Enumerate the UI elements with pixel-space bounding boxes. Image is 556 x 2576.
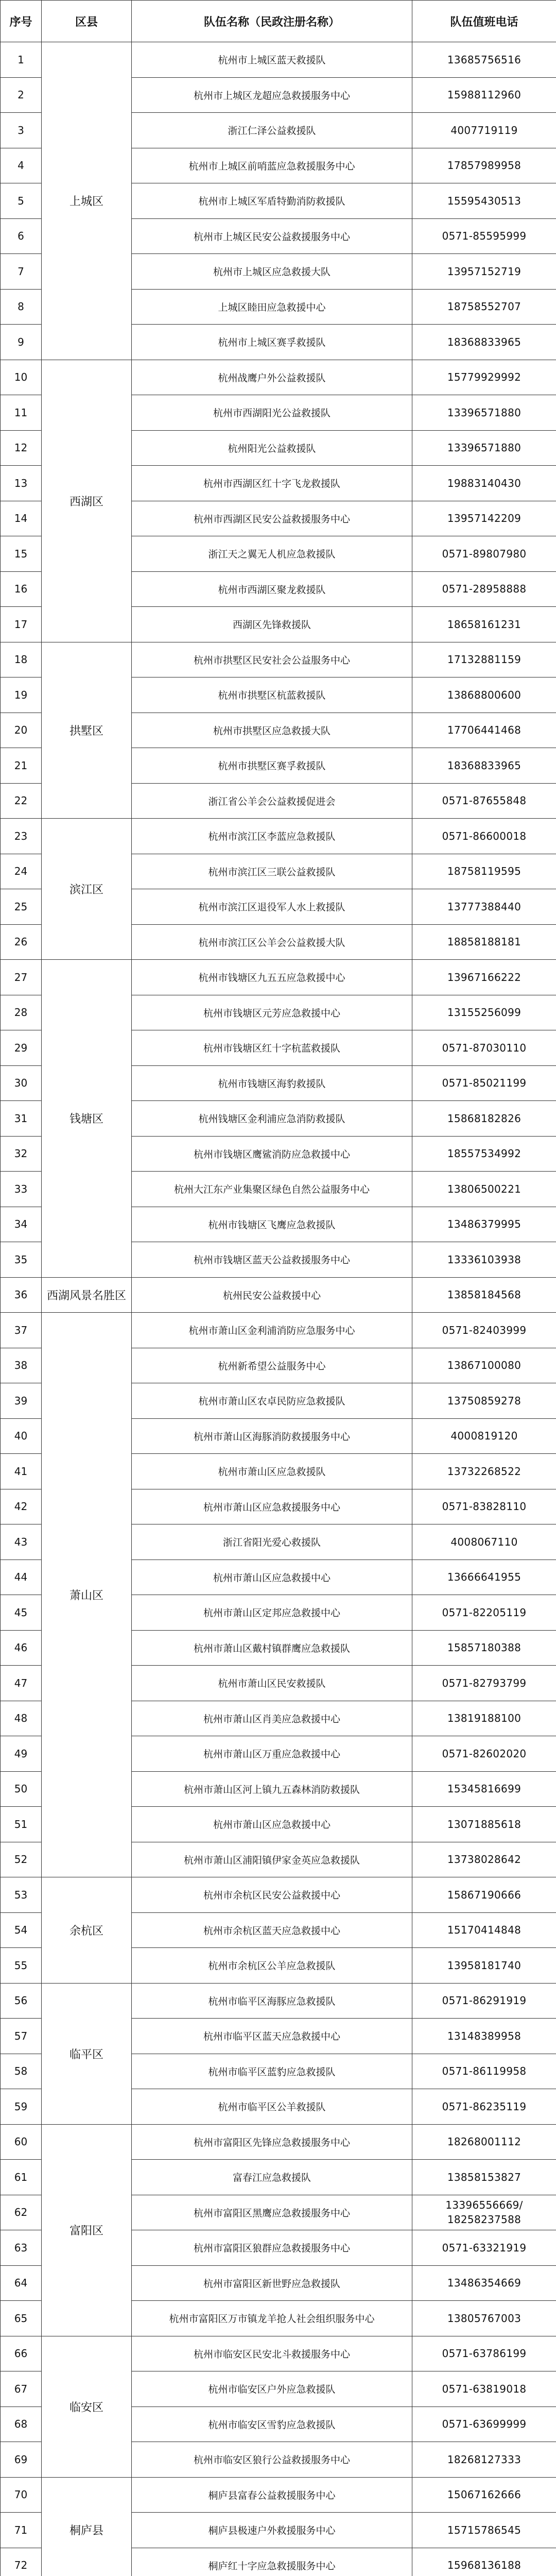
row-number: 4 (1, 148, 42, 183)
table-row (1, 42, 556, 78)
team-name: 杭州市临安区户外应急救援队 (132, 2371, 412, 2407)
row-number: 45 (1, 1595, 42, 1631)
row-number: 7 (1, 254, 42, 290)
row-number: 64 (1, 2265, 42, 2301)
duty-phone: 13858184568 (412, 1277, 556, 1313)
row-number: 35 (1, 1242, 42, 1278)
duty-phone: 0571-87030110 (412, 1030, 556, 1066)
team-name: 浙江省公羊会公益救援促进会 (132, 783, 412, 819)
row-number: 42 (1, 1489, 42, 1524)
district-cell: 桐庐县 (42, 2477, 132, 2576)
row-number: 23 (1, 819, 42, 854)
duty-phone: 13486379995 (412, 1207, 556, 1242)
duty-phone: 0571-86119958 (412, 2054, 556, 2089)
team-name: 杭州市上城区龙超应急救援服务中心 (132, 77, 412, 113)
team-name: 杭州市萧山区应急救援中心 (132, 1560, 412, 1595)
table-row (1, 1983, 556, 2019)
row-number: 13 (1, 466, 42, 501)
duty-phone-line: 13396556669/ (445, 2199, 523, 2212)
duty-phone: 13805767003 (412, 2301, 556, 2336)
duty-phone: 0571-87655848 (412, 783, 556, 819)
team-name: 杭州新希望公益服务中心 (132, 1348, 412, 1383)
team-name: 杭州市萧山区海豚消防救援服务中心 (132, 1418, 412, 1454)
team-name: 杭州市临安区狼行公益救援服务中心 (132, 2442, 412, 2478)
team-name: 杭州市萧山区应急救援服务中心 (132, 1489, 412, 1524)
duty-phone: 18858188181 (412, 924, 556, 960)
team-name: 杭州市余杭区民安公益救援中心 (132, 1877, 412, 1913)
duty-phone: 15857180388 (412, 1630, 556, 1666)
team-name: 杭州市富阳区新世野应急救援队 (132, 2265, 412, 2301)
table-row (1, 2336, 556, 2371)
duty-phone: 17706441468 (412, 713, 556, 748)
team-name: 杭州市临平区公羊救援队 (132, 2089, 412, 2125)
team-name: 杭州市富阳区先锋应急救援服务中心 (132, 2124, 412, 2160)
team-name: 杭州市萧山区金利浦消防应急服务中心 (132, 1313, 412, 1348)
row-number: 21 (1, 748, 42, 784)
row-number: 52 (1, 1842, 42, 1877)
district-cell: 拱墅区 (42, 642, 132, 819)
team-name: 杭州市余杭区蓝天应急救援中心 (132, 1912, 412, 1948)
team-name: 杭州市萧山区定邦应急救援中心 (132, 1595, 412, 1631)
table-row (1, 1277, 556, 1313)
row-number: 22 (1, 783, 42, 819)
table-row (1, 819, 556, 854)
team-name: 杭州战鹰户外公益救援队 (132, 360, 412, 395)
duty-phone: 13777388440 (412, 889, 556, 925)
duty-phone: 13486354669 (412, 2265, 556, 2301)
duty-phone: 4008067110 (412, 1524, 556, 1560)
duty-phone: 13867100080 (412, 1348, 556, 1383)
team-name: 杭州民安公益救援中心 (132, 1277, 412, 1313)
row-number: 9 (1, 325, 42, 360)
team-name: 杭州市西湖区红十字飞龙救援队 (132, 466, 412, 501)
duty-phone: 13806500221 (412, 1172, 556, 1207)
team-name: 杭州市上城区军盾特勤消防救援队 (132, 183, 412, 219)
duty-phone: 17857989958 (412, 148, 556, 183)
duty-phone: 15968136188 (412, 2548, 556, 2576)
row-number: 33 (1, 1172, 42, 1207)
duty-phone: 13738028642 (412, 1842, 556, 1877)
row-number: 56 (1, 1983, 42, 2019)
duty-phone (412, 2195, 556, 2230)
duty-phone: 0571-86600018 (412, 819, 556, 854)
row-number: 43 (1, 1524, 42, 1560)
team-name: 杭州钱塘区金利浦应急消防救援队 (132, 1101, 412, 1137)
team-name: 杭州市拱墅区民安社会公益服务中心 (132, 642, 412, 677)
team-name: 杭州市滨江区退役军人水上救援队 (132, 889, 412, 925)
row-number: 70 (1, 2477, 42, 2513)
duty-phone: 13957152719 (412, 254, 556, 290)
row-number: 58 (1, 2054, 42, 2089)
duty-phone: 0571-28958888 (412, 571, 556, 607)
row-number: 36 (1, 1277, 42, 1313)
team-name: 杭州市钱塘区海豹救援队 (132, 1065, 412, 1101)
duty-phone: 0571-83828110 (412, 1489, 556, 1524)
duty-phone: 0571-63786199 (412, 2336, 556, 2371)
team-name: 杭州市上城区蓝天救援队 (132, 42, 412, 78)
row-number: 20 (1, 713, 42, 748)
duty-phone: 13155256099 (412, 995, 556, 1030)
team-name: 上城区睦田应急救援中心 (132, 289, 412, 325)
team-name: 富春江应急救援队 (132, 2160, 412, 2195)
duty-phone: 13148389958 (412, 2019, 556, 2054)
duty-phone: 13967166222 (412, 960, 556, 995)
row-number: 41 (1, 1454, 42, 1489)
duty-phone: 13685756516 (412, 42, 556, 78)
duty-phone: 15867190666 (412, 1877, 556, 1913)
team-name: 杭州市滨江区公羊会公益救援大队 (132, 924, 412, 960)
row-number: 50 (1, 1771, 42, 1807)
row-number: 16 (1, 571, 42, 607)
team-name: 杭州市萧山区肖美应急救援中心 (132, 1701, 412, 1736)
duty-phone: 18268127333 (412, 2442, 556, 2478)
duty-phone: 19883140430 (412, 466, 556, 501)
table-header-row (1, 1, 556, 42)
duty-phone: 0571-82205119 (412, 1595, 556, 1631)
duty-phone: 18368833965 (412, 748, 556, 784)
row-number: 31 (1, 1101, 42, 1137)
duty-phone: 0571-82403999 (412, 1313, 556, 1348)
row-number: 49 (1, 1736, 42, 1772)
row-number: 10 (1, 360, 42, 395)
row-number: 26 (1, 924, 42, 960)
row-number: 53 (1, 1877, 42, 1913)
duty-phone: 18658161231 (412, 607, 556, 642)
district-cell: 余杭区 (42, 1877, 132, 1984)
duty-phone: 13957142209 (412, 501, 556, 536)
team-name: 杭州市滨江区三联公益救援队 (132, 854, 412, 889)
district-cell: 滨江区 (42, 819, 132, 960)
row-number: 60 (1, 2124, 42, 2160)
row-number: 47 (1, 1666, 42, 1701)
duty-phone: 15779929992 (412, 360, 556, 395)
row-number: 11 (1, 395, 42, 431)
duty-phone: 0571-82602020 (412, 1736, 556, 1772)
row-number: 19 (1, 677, 42, 713)
row-number: 37 (1, 1313, 42, 1348)
row-number: 27 (1, 960, 42, 995)
district-cell: 富阳区 (42, 2124, 132, 2336)
team-name: 杭州市拱墅区杭蓝救援队 (132, 677, 412, 713)
row-number: 34 (1, 1207, 42, 1242)
team-name: 杭州市萧山区浦阳镇伊家金英应急救援队 (132, 1842, 412, 1877)
header-no: 序号 (1, 1, 42, 42)
row-number: 12 (1, 430, 42, 466)
team-name: 杭州市富阳区狼群应急救援服务中心 (132, 2230, 412, 2266)
team-name: 杭州市余杭区公羊应急救援队 (132, 1948, 412, 1984)
team-name: 杭州市临安区民安北斗救援服务中心 (132, 2336, 412, 2371)
team-name: 杭州市拱墅区赛孚救援队 (132, 748, 412, 784)
duty-phone: 15988112960 (412, 77, 556, 113)
team-name: 杭州市西湖区民安公益救援服务中心 (132, 501, 412, 536)
duty-phone: 18368833965 (412, 325, 556, 360)
row-number: 72 (1, 2548, 42, 2576)
duty-phone: 0571-85021199 (412, 1065, 556, 1101)
row-number: 40 (1, 1418, 42, 1454)
row-number: 57 (1, 2019, 42, 2054)
table-body (1, 42, 556, 2576)
duty-phone: 0571-63321919 (412, 2230, 556, 2266)
team-name: 杭州市临安区雪豹应急救援队 (132, 2406, 412, 2442)
team-name: 杭州市临平区海豚应急救援队 (132, 1983, 412, 2019)
duty-phone: 15868182826 (412, 1101, 556, 1137)
team-name: 杭州市萧山区戴村镇群鹰应急救援队 (132, 1630, 412, 1666)
row-number: 25 (1, 889, 42, 925)
row-number: 14 (1, 501, 42, 536)
row-number: 67 (1, 2371, 42, 2407)
row-number: 8 (1, 289, 42, 325)
team-name: 杭州市钱塘区蓝天公益救援服务中心 (132, 1242, 412, 1278)
row-number: 66 (1, 2336, 42, 2371)
district-cell: 临安区 (42, 2336, 132, 2477)
duty-phone: 13071885618 (412, 1807, 556, 1842)
row-number: 39 (1, 1383, 42, 1419)
team-name: 杭州市钱塘区鹰鲨消防应急救援中心 (132, 1136, 412, 1172)
duty-phone: 13858153827 (412, 2160, 556, 2195)
district-cell: 上城区 (42, 42, 132, 360)
team-name: 杭州市萧山区河上镇九五森林消防救援队 (132, 1771, 412, 1807)
team-name: 杭州市钱塘区元芳应急救援中心 (132, 995, 412, 1030)
district-cell: 萧山区 (42, 1313, 132, 1877)
team-name: 杭州市富阳区万市镇龙羊抢人社会组织服务中心 (132, 2301, 412, 2336)
duty-phone: 13750859278 (412, 1383, 556, 1419)
duty-phone: 0571-86291919 (412, 1983, 556, 2019)
row-number: 46 (1, 1630, 42, 1666)
duty-phone: 13396571880 (412, 395, 556, 431)
row-number: 59 (1, 2089, 42, 2125)
row-number: 1 (1, 42, 42, 78)
duty-phone: 15170414848 (412, 1912, 556, 1948)
duty-phone: 17132881159 (412, 642, 556, 677)
district-cell: 钱塘区 (42, 960, 132, 1278)
row-number: 54 (1, 1912, 42, 1948)
team-name: 桐庐红十字应急救援服务中心 (132, 2548, 412, 2576)
header-phone: 队伍值班电话 (412, 1, 556, 42)
team-name: 杭州市西湖阳光公益救援队 (132, 395, 412, 431)
team-name: 杭州市钱塘区红十字杭蓝救援队 (132, 1030, 412, 1066)
row-number: 61 (1, 2160, 42, 2195)
row-number: 51 (1, 1807, 42, 1842)
table-row (1, 2124, 556, 2160)
table-row (1, 2477, 556, 2513)
duty-phone: 4007719119 (412, 113, 556, 148)
district-cell: 西湖区 (42, 360, 132, 642)
duty-phone: 18268001112 (412, 2124, 556, 2160)
duty-phone: 13958181740 (412, 1948, 556, 1984)
row-number: 28 (1, 995, 42, 1030)
duty-phone: 4000819120 (412, 1418, 556, 1454)
team-name: 杭州市萧山区应急救援中心 (132, 1807, 412, 1842)
duty-phone: 13868800600 (412, 677, 556, 713)
team-name: 桐庐县富春公益救援服务中心 (132, 2477, 412, 2513)
team-name: 杭州大江东产业集聚区绿色自然公益服务中心 (132, 1172, 412, 1207)
team-name: 杭州市萧山区万重应急救援中心 (132, 1736, 412, 1772)
team-name: 杭州市钱塘区飞鹰应急救援队 (132, 1207, 412, 1242)
duty-phone: 15345816699 (412, 1771, 556, 1807)
duty-phone: 0571-86235119 (412, 2089, 556, 2125)
row-number: 65 (1, 2301, 42, 2336)
row-number: 24 (1, 854, 42, 889)
duty-phone: 13396571880 (412, 430, 556, 466)
team-name: 杭州市上城区赛孚救援队 (132, 325, 412, 360)
team-name: 杭州市滨江区李蓝应急救援队 (132, 819, 412, 854)
row-number: 5 (1, 183, 42, 219)
header-name: 队伍名称（民政注册名称） (132, 1, 412, 42)
team-name: 桐庐县极速户外救援服务中心 (132, 2513, 412, 2548)
team-name: 杭州市萧山区应急救援队 (132, 1454, 412, 1489)
team-name: 浙江天之翼无人机应急救援队 (132, 536, 412, 572)
table-row (1, 1877, 556, 1913)
duty-phone: 13732268522 (412, 1454, 556, 1489)
team-name: 杭州市钱塘区九五五应急救援中心 (132, 960, 412, 995)
duty-phone: 18557534992 (412, 1136, 556, 1172)
team-name: 杭州市上城区民安公益救援服务中心 (132, 218, 412, 254)
duty-phone: 13666641955 (412, 1560, 556, 1595)
row-number: 30 (1, 1065, 42, 1101)
team-name: 杭州市富阳区黑鹰应急救援服务中心 (132, 2195, 412, 2230)
team-name: 杭州市上城区前哨蓝应急救援服务中心 (132, 148, 412, 183)
district-cell: 西湖风景名胜区 (42, 1277, 132, 1313)
row-number: 71 (1, 2513, 42, 2548)
team-name: 杭州市萧山区农卓民防应急救援队 (132, 1383, 412, 1419)
row-number: 48 (1, 1701, 42, 1736)
row-number: 29 (1, 1030, 42, 1066)
duty-phone: 15715786545 (412, 2513, 556, 2548)
district-cell: 临平区 (42, 1983, 132, 2124)
team-name: 浙江省阳光爱心救援队 (132, 1524, 412, 1560)
duty-phone: 0571-63819018 (412, 2371, 556, 2407)
team-name: 杭州市临平区蓝天应急救援中心 (132, 2019, 412, 2054)
row-number: 18 (1, 642, 42, 677)
table-row (1, 1313, 556, 1348)
duty-phone: 13336103938 (412, 1242, 556, 1278)
row-number: 15 (1, 536, 42, 572)
duty-phone: 18758552707 (412, 289, 556, 325)
row-number: 62 (1, 2195, 42, 2230)
duty-phone: 0571-85595999 (412, 218, 556, 254)
team-name: 杭州阳光公益救援队 (132, 430, 412, 466)
row-number: 32 (1, 1136, 42, 1172)
duty-phone: 15067162666 (412, 2477, 556, 2513)
table-row (1, 642, 556, 677)
duty-phone: 0571-89807980 (412, 536, 556, 572)
team-name: 杭州市拱墅区应急救援大队 (132, 713, 412, 748)
duty-phone-line: 18258237588 (447, 2213, 522, 2226)
team-name: 西湖区先锋救援队 (132, 607, 412, 642)
team-name: 杭州市西湖区聚龙救援队 (132, 571, 412, 607)
duty-phone: 0571-82793799 (412, 1666, 556, 1701)
team-name: 杭州市上城区应急救援大队 (132, 254, 412, 290)
row-number: 2 (1, 77, 42, 113)
header-district: 区县 (42, 1, 132, 42)
table-row (1, 360, 556, 395)
row-number: 38 (1, 1348, 42, 1383)
row-number: 3 (1, 113, 42, 148)
row-number: 44 (1, 1560, 42, 1595)
team-name: 杭州市萧山区民安救援队 (132, 1666, 412, 1701)
row-number: 6 (1, 218, 42, 254)
duty-phone: 15595430513 (412, 183, 556, 219)
row-number: 63 (1, 2230, 42, 2266)
team-name: 浙江仁泽公益救援队 (132, 113, 412, 148)
row-number: 55 (1, 1948, 42, 1984)
row-number: 68 (1, 2406, 42, 2442)
duty-phone: 18758119595 (412, 854, 556, 889)
row-number: 17 (1, 607, 42, 642)
duty-phone: 0571-63699999 (412, 2406, 556, 2442)
duty-phone: 13819188100 (412, 1701, 556, 1736)
table-row (1, 960, 556, 995)
row-number: 69 (1, 2442, 42, 2478)
team-name: 杭州市临平区蓝豹应急救援队 (132, 2054, 412, 2089)
